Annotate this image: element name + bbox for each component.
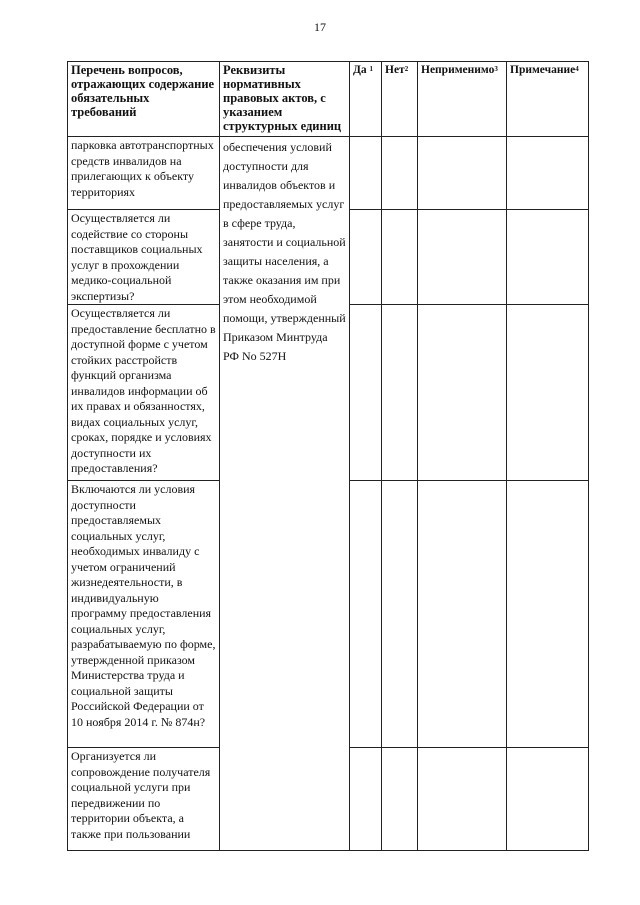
remark-cell[interactable]	[507, 210, 589, 305]
no-cell[interactable]	[382, 481, 418, 748]
header-remark	[507, 62, 589, 137]
requirements-checklist-table	[67, 61, 589, 851]
page-number: 17	[314, 20, 326, 34]
not-applicable-cell[interactable]	[418, 305, 507, 481]
question-cell: Включаются ли условия доступности предоставляемых социальных услуг, необходимых инвалиду с учетом ограничений жизнедеятельности, в индивидуальную программу предоставления социальных услуг, разрабатываемую по форме, утвержденной приказом Министерства труда и социальной защиты Российской Федерации от 10 ноября 2014 г. № 874н?	[68, 481, 220, 748]
header-not-applicable	[418, 62, 507, 137]
remark-cell[interactable]	[507, 137, 589, 210]
header-requisites: Реквизиты нормативных правовых актов, с указанием структурных единиц	[220, 62, 350, 137]
table-header-row	[68, 62, 589, 137]
yes-cell[interactable]	[350, 210, 382, 305]
not-applicable-cell[interactable]	[418, 481, 507, 748]
yes-cell[interactable]	[350, 748, 382, 851]
header-remark-label: Примечание	[510, 64, 576, 76]
yes-cell[interactable]	[350, 305, 382, 481]
not-applicable-cell[interactable]	[418, 137, 507, 210]
header-yes-label: Да	[353, 64, 367, 76]
table-row	[68, 137, 589, 210]
footnote-mark-1: 1	[369, 65, 374, 73]
header-questions: Перечень вопросов, отражающих содержание обязательных требований	[68, 62, 220, 137]
requisite-cell: обеспечения условий доступности для инвалидов объектов и предоставляемых услуг в сфере труда, занятости и социальной защиты населения, а также оказания им при этом необходимой помощи, утвержденный Приказом Минтруда РФ No 527Н	[220, 137, 350, 851]
question-cell: парковка автотранспортных средств инвалидов на прилегающих к объекту территориях	[68, 137, 220, 210]
header-no-label: Нет	[385, 64, 405, 76]
footnote-mark-3: 3	[494, 65, 498, 73]
remark-cell[interactable]	[507, 305, 589, 481]
question-cell: Осуществляется ли предоставление бесплатно в доступной форме с учетом стойких расстройств функций организма инвалидов информации об их правах и обязанностях, видах социальных услуг, сроках, порядке и условиях доступности их предоставления?	[68, 305, 220, 481]
yes-cell[interactable]	[350, 481, 382, 748]
question-cell: Организуется ли сопровождение получателя социальной услуги при передвижении по территории объекта, а также при пользовании	[68, 748, 220, 851]
footnote-mark-2: 2	[404, 65, 409, 73]
remark-cell[interactable]	[507, 748, 589, 851]
no-cell[interactable]	[382, 305, 418, 481]
footnote-mark-4: 4	[575, 65, 579, 73]
question-cell: Осуществляется ли содействие со стороны поставщиков социальных услуг в прохождении медико-социальной экспертизы?	[68, 210, 220, 305]
no-cell[interactable]	[382, 748, 418, 851]
remark-cell[interactable]	[507, 481, 589, 748]
no-cell[interactable]	[382, 137, 418, 210]
header-na-label: Неприменимо	[421, 64, 495, 76]
not-applicable-cell[interactable]	[418, 210, 507, 305]
yes-cell[interactable]	[350, 137, 382, 210]
header-no	[382, 62, 418, 137]
no-cell[interactable]	[382, 210, 418, 305]
header-yes	[350, 62, 382, 137]
not-applicable-cell[interactable]	[418, 748, 507, 851]
